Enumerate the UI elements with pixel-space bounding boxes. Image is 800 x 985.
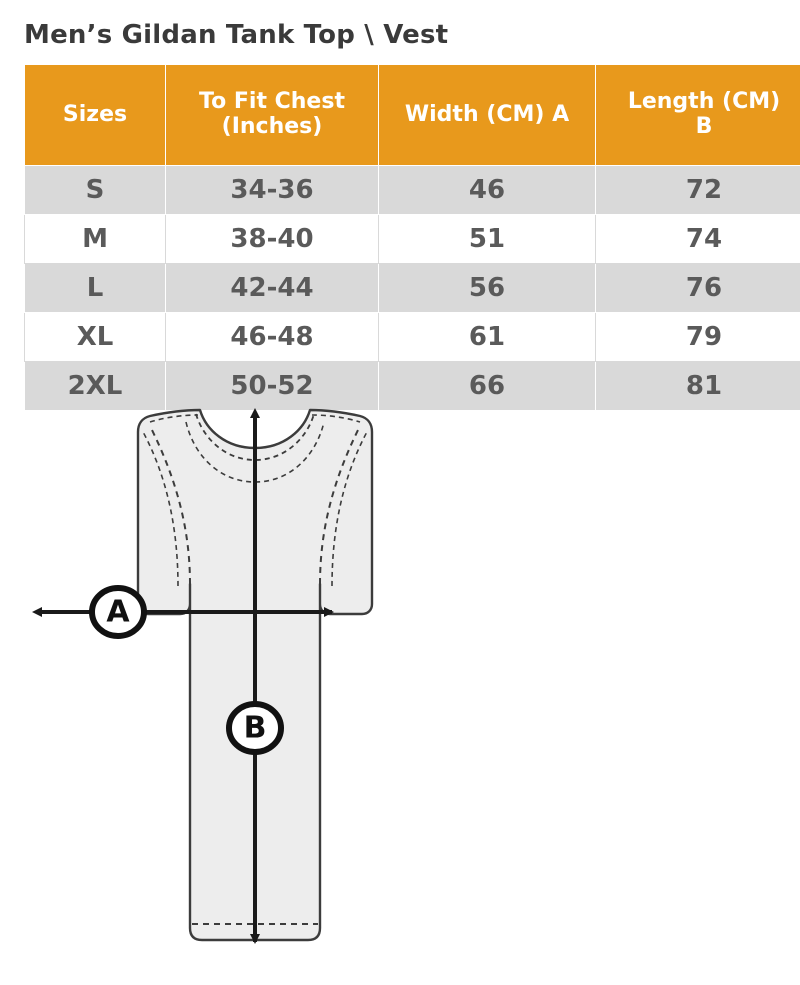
column-header-chest-line1: To Fit Chest [199, 89, 345, 115]
cell-width: 56 [379, 264, 596, 313]
cell-width: 46 [379, 166, 596, 215]
cell-chest: 34-36 [166, 166, 379, 215]
column-header-length-line2: B [695, 114, 713, 139]
marker-b-label: B [243, 710, 267, 746]
column-header-sizes: Sizes [25, 65, 166, 166]
column-header-chest [166, 65, 379, 166]
column-header-width: Width (CM) A [379, 65, 596, 166]
cell-length: 76 [596, 264, 800, 313]
cell-width: 66 [379, 362, 596, 411]
cell-size: XL [25, 313, 166, 362]
cell-width: 61 [379, 313, 596, 362]
cell-length: 74 [596, 215, 800, 264]
table-row [25, 166, 800, 215]
marker-a [92, 588, 144, 636]
table-header [25, 65, 800, 166]
table-header-row [25, 65, 800, 166]
cell-size: M [25, 215, 166, 264]
marker-a-label: A [106, 594, 130, 630]
cell-length: 81 [596, 362, 800, 411]
page-title: Men’s Gildan Tank Top \ Vest [24, 20, 449, 50]
column-header-chest-line2: (Inches) [221, 114, 323, 139]
cell-length: 72 [596, 166, 800, 215]
cell-size: 2XL [25, 362, 166, 411]
cell-size: L [25, 264, 166, 313]
column-header-length-line1: Length (CM) [627, 89, 781, 115]
table-row [25, 264, 800, 313]
marker-b [229, 704, 281, 752]
table-row [25, 313, 800, 362]
column-header-length [596, 65, 800, 166]
cell-chest: 46-48 [166, 313, 379, 362]
table-row [25, 362, 800, 411]
garment-diagram [0, 408, 800, 985]
cell-width: 51 [379, 215, 596, 264]
size-table [24, 64, 800, 411]
cell-length: 79 [596, 313, 800, 362]
cell-chest: 38-40 [166, 215, 379, 264]
cell-chest: 50-52 [166, 362, 379, 411]
cell-size: S [25, 166, 166, 215]
cell-chest: 42-44 [166, 264, 379, 313]
table-row [25, 215, 800, 264]
table-body [25, 166, 800, 411]
